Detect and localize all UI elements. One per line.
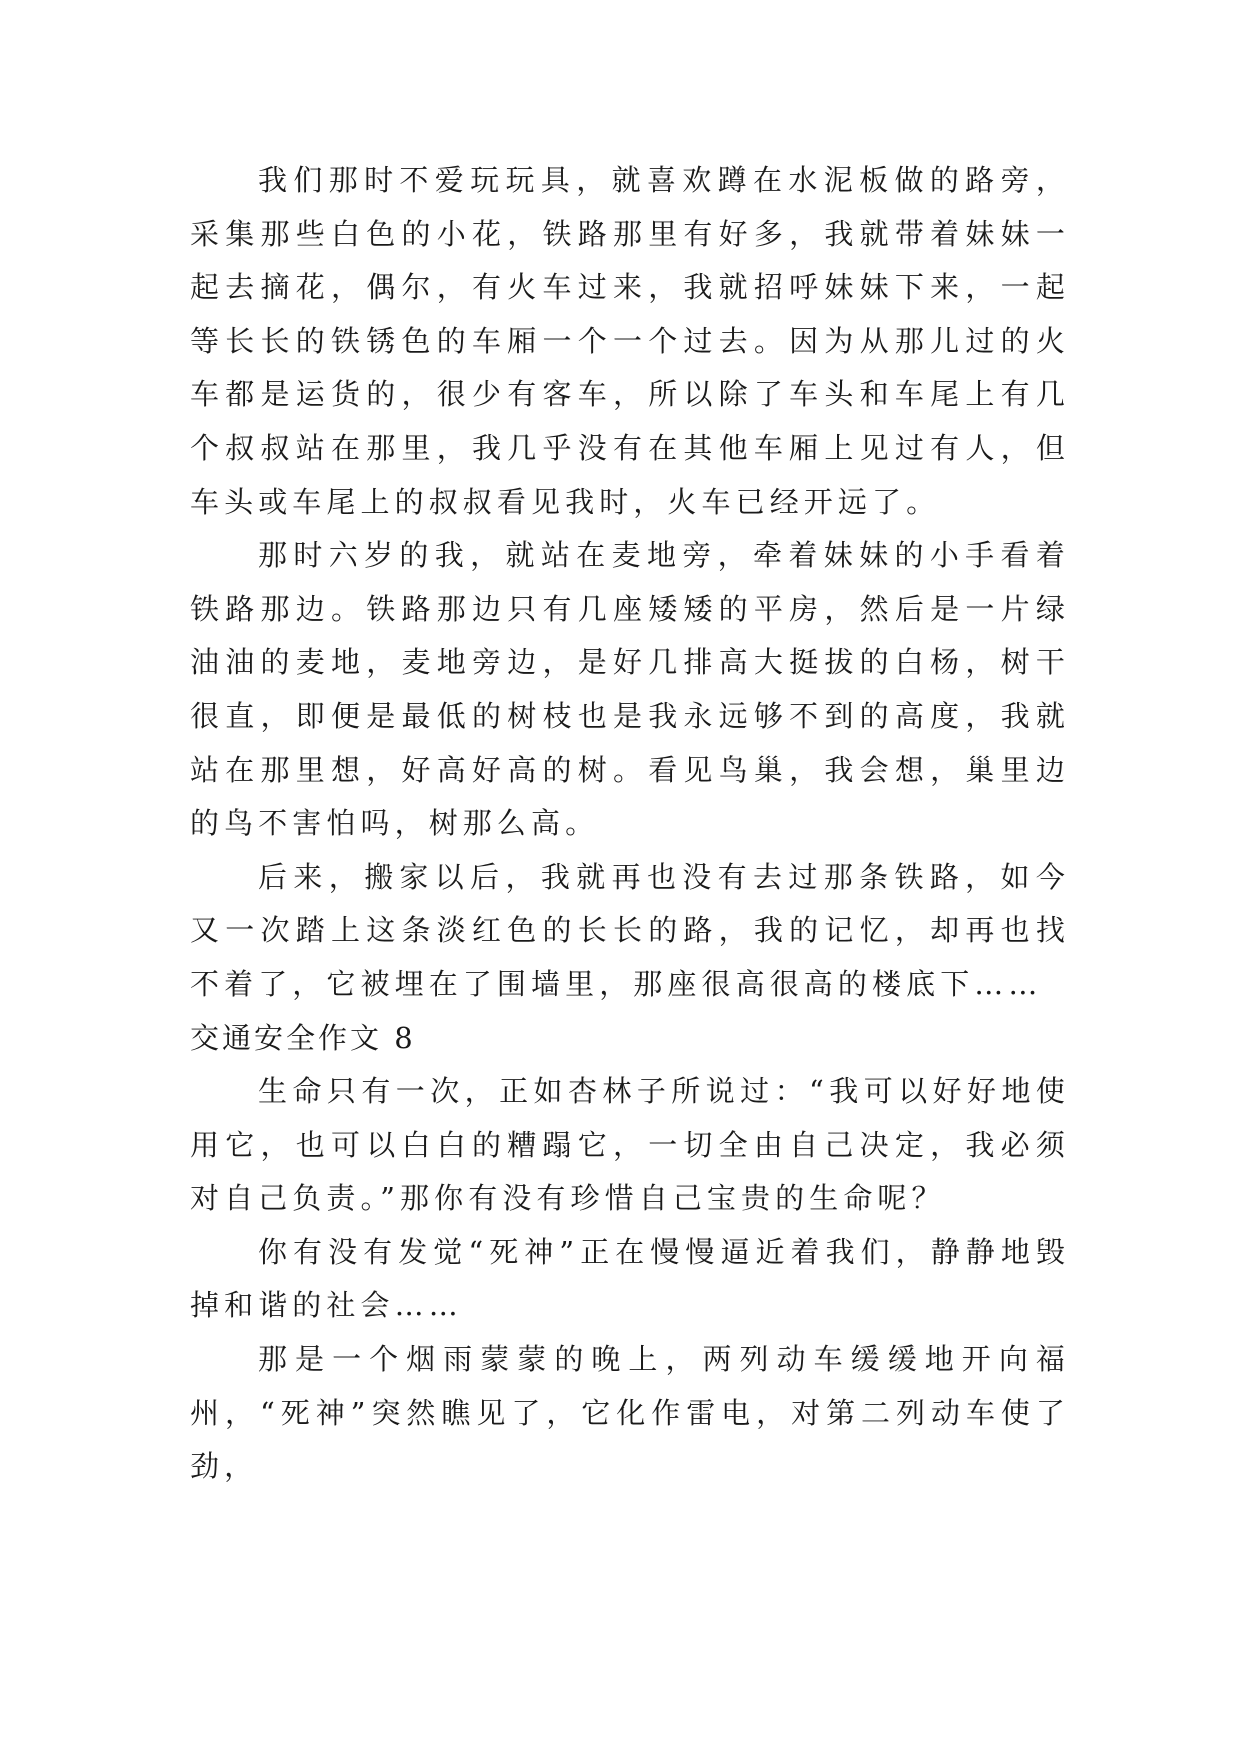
paragraph-1: 我们那时不爱玩玩具，就喜欢蹲在水泥板做的路旁，采集那些白色的小花，铁路那里有好多，我就带着妹妹一起去摘花，偶尔，有火车过来，我就招呼妹妹下来，一起等长长的铁锈色的车厢一个一个过去。因为从那儿过的火车都是运货的，很少有客车，所以除了车头和车尾上有几个叔叔站在那里，我几乎没有在其他车厢上见过有人，但车头或车尾上的叔叔看见我时，火车已经开远了。 (190, 163, 1070, 519)
paragraph-3: 后来，搬家以后，我就再也没有去过那条铁路，如今又一次踏上这条淡红色的长长的路，我的记忆，却再也找不着了，它被埋在了围墙里，那座很高很高的楼底下…… (190, 859, 1070, 1001)
paragraph-5: 你有没有发觉“死神”正在慢慢逼近着我们，静静地毁掉和谐的社会…… (190, 1234, 1070, 1323)
section-title: 交通安全作文 8 (190, 1020, 416, 1055)
paragraph-4: 生命只有一次，正如杏林子所说过：“我可以好好地使用它，也可以白白的糟蹋它，一切全由自己决定，我必须对自己负责。”那你有没有珍惜自己宝贵的生命呢？ (190, 1074, 1070, 1216)
document-page (190, 154, 1070, 1494)
paragraph-2: 那时六岁的我，就站在麦地旁，牵着妹妹的小手看着铁路那边。铁路那边只有几座矮矮的平房，然后是一片绿油油的麦地，麦地旁边，是好几排高大挺拔的白杨，树干很直，即便是最低的树枝也是我永远够不到的高度，我就站在那里想，好高好高的树。看见鸟巢，我会想，巢里边的鸟不害怕吗，树那么高。 (190, 538, 1070, 841)
paragraph-6: 那是一个烟雨蒙蒙的晚上，两列动车缓缓地开向福州，“死神”突然瞧见了，它化作雷电，对第二列动车使了劲， (190, 1342, 1070, 1484)
